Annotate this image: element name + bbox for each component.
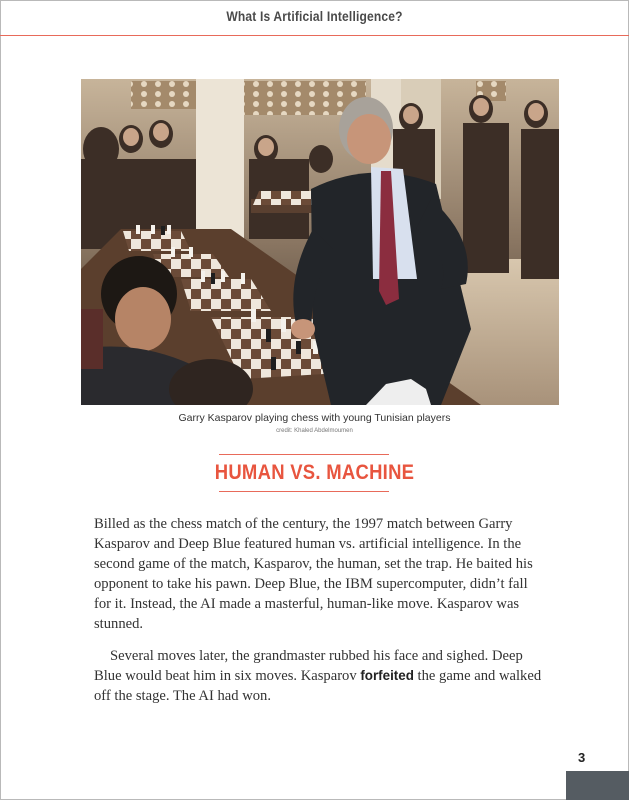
page-tab xyxy=(566,771,629,800)
chess-photo xyxy=(81,79,559,405)
section-rule-bottom xyxy=(219,491,389,492)
page-number: 3 xyxy=(578,750,586,765)
header-rule xyxy=(0,35,629,36)
paragraph-1: Billed as the chess match of the century, the 1997 match between Garry Kasparov and Deep Blue featured human vs. artificial intelligence. In the second game of the match, Kasparov, the human, set the trap. He baited his opponent to take his pawn. Deep Blue, the IBM supercomputer, didn’t fall for it. Instead, the AI made a masterful, human-like move. Kasparov was stunned. xyxy=(94,516,533,632)
photo-caption: Garry Kasparov playing chess with young Tunisian players xyxy=(178,412,451,424)
paragraph-2-start: Several moves later, the grandmaster rubbed his face and sighed. Deep Blue would beat him in six moves. Kasparov xyxy=(94,648,523,684)
photo-credit: credit: Khaled Abdelmoumen xyxy=(276,428,353,434)
section-rule-top xyxy=(219,454,389,455)
section-heading: HUMAN VS. MACHINE xyxy=(214,461,415,484)
body-text xyxy=(94,514,542,706)
glossary-term-forfeited: forfeited xyxy=(360,668,414,683)
paragraph-2-end: the game and walked off the stage. The AI had won. xyxy=(94,668,542,704)
running-header: What Is Artificial Intelligence? xyxy=(226,8,403,24)
paragraph-2 xyxy=(94,646,542,706)
